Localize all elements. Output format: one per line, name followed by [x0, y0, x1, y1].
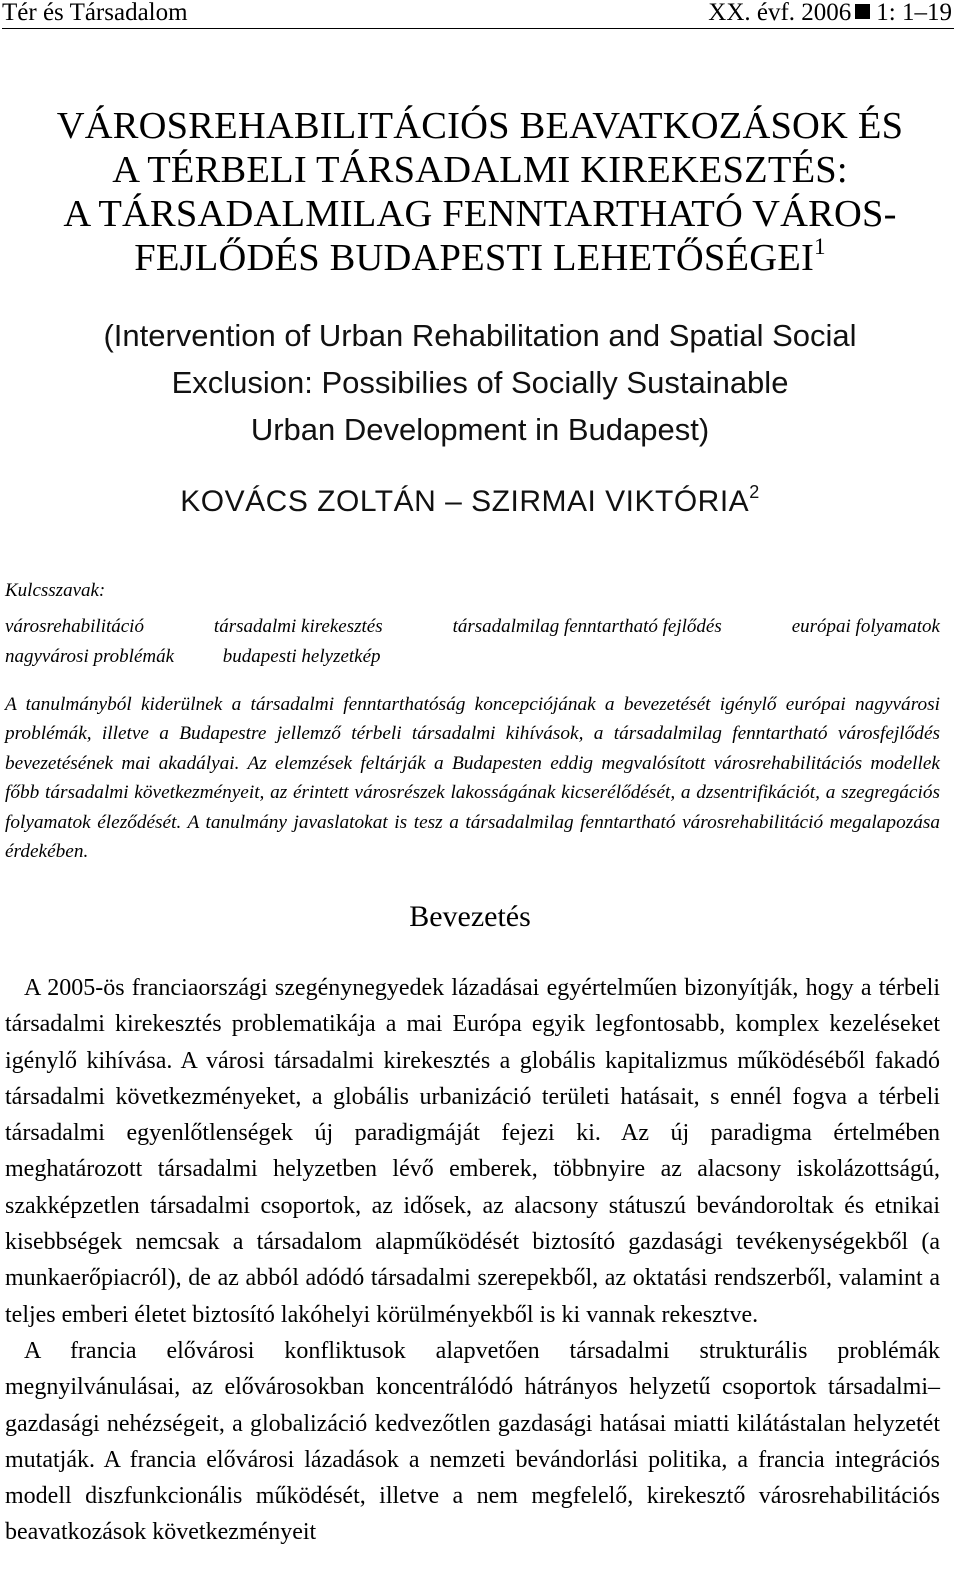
title-line: VÁROSREHABILITÁCIÓS BEAVATKOZÁSOK ÉS [56, 105, 904, 147]
title-line: FEJLŐDÉS BUDAPESTI LEHETŐSÉGEI [134, 237, 814, 279]
abstract: A tanulmányból kiderülnek a társadalmi fenntarthatóság koncepciójának a bevezetését igénylő európai nagyvárosi problémák, illetve a Budapestre jellemző térbeli társadalmi kihívások, a társadalmilag fenntartható városfejlődés bevezetésének mai akadályai. Az elemzések feltárják a Budapesten eddig megvalósított városrehabilitációs modellek főbb társadalmi következményeit, az érintett városrészek lakosságának kicserélődését, a dzsentrifikációt, a szegregációs folyamatok éleződését. A tanulmány javaslatokat is tesz a társadalmilag fenntartható városrehabilitáció megalapozása érdekében. [5, 694, 940, 863]
keyword: nagyvárosi problémák [5, 646, 175, 667]
title-line: A TÁRSADALMILAG FENNTARTHATÓ VÁROS- [63, 193, 897, 235]
square-bullet-icon [855, 4, 870, 19]
title-footnote-mark[interactable]: 1 [813, 232, 826, 259]
issue-info [708, 0, 952, 26]
keyword: társadalmi kirekesztés [213, 616, 383, 637]
volume-label: XX. évf. 2006 [708, 0, 852, 26]
body-text [5, 970, 940, 1551]
subtitle-line: (Intervention of Urban Rehabilitation and Spatial Social [103, 318, 857, 353]
author-line [0, 482, 940, 522]
body-paragraph: A francia elővárosi konfliktusok alapvetően társadalmi strukturális problémák megnyilvánulásai, az elővárosokban koncentrálódó hátrányos helyzetű csoportok társadalmi–gazdasági nehézségeit, a globalizáció kedvezőtlen gazdasági hatásai miatti kilátástalan helyzetét mutatják. A francia elővárosi lázadások a nemzeti bevándorlási politika, a francia integrációs modell diszfunkcionális működését, illetve a nem megfelelő, kirekesztő városrehabilitációs beavatkozások következményeit [5, 1337, 940, 1546]
keywords-label: Kulcsszavak: [5, 580, 106, 601]
keyword: társadalmilag fenntartható fejlődés [452, 616, 722, 637]
journal-name: Tér és Társadalom [2, 0, 188, 26]
author-names: KOVÁCS ZOLTÁN – SZIRMAI VIKTÓRIA [180, 485, 750, 518]
section-heading: Bevezetés [409, 900, 531, 933]
body-paragraph: A 2005-ös franciaországi szegénynegyedek lázadásai egyértelműen bizonyítják, hogy a térbeli társadalmi kirekesztés problematikája a mai Európa egyik legfontosabb, komplex kezeléseket igénylő kihívása. A városi társadalmi kirekesztés a globális kapitalizmus működéséből fakadó társadalmi következményeket, a globális urbanizáció területi hatásait, s ennél fogva a térbeli társadalmi egyenlőtlenségek új paradigmáját fejezi ki. Az új paradigma értelmében meghatározott társadalmi helyzetben lévő emberek, többnyire az alacsony iskolázottságú, szakképzetlen társadalmi csoportok, az idősek, az alacsony státuszú bevándoroltak és etnikai kisebbségek nemcsak a társadalom alapműködését biztosító gazdasági tevékenységekből (a munkaerőpiacról), de az abból adódó társadalmi szerepekből, az oktatási rendszerből, valamint a teljes emberi életet biztosító lakóhelyi körülményekből is ki vannak rekesztve. [5, 975, 940, 1328]
subtitle-line: Exclusion: Possibilies of Socially Sustainable [171, 365, 789, 400]
page-range: 1: 1–19 [876, 0, 952, 26]
keywords-row [5, 645, 425, 669]
english-subtitle [0, 312, 960, 453]
title-line: A TÉRBELI TÁRSADALMI KIREKESZTÉS: [112, 149, 848, 191]
keyword: városrehabilitáció [5, 616, 144, 637]
keywords-row [5, 615, 940, 639]
keyword: európai folyamatok [791, 616, 940, 637]
subtitle-line: Urban Development in Budapest) [250, 412, 710, 447]
author-footnote-mark[interactable]: 2 [749, 482, 760, 503]
keyword: budapesti helyzetkép [222, 646, 381, 667]
running-header [2, 0, 954, 29]
paper-title [0, 104, 960, 280]
